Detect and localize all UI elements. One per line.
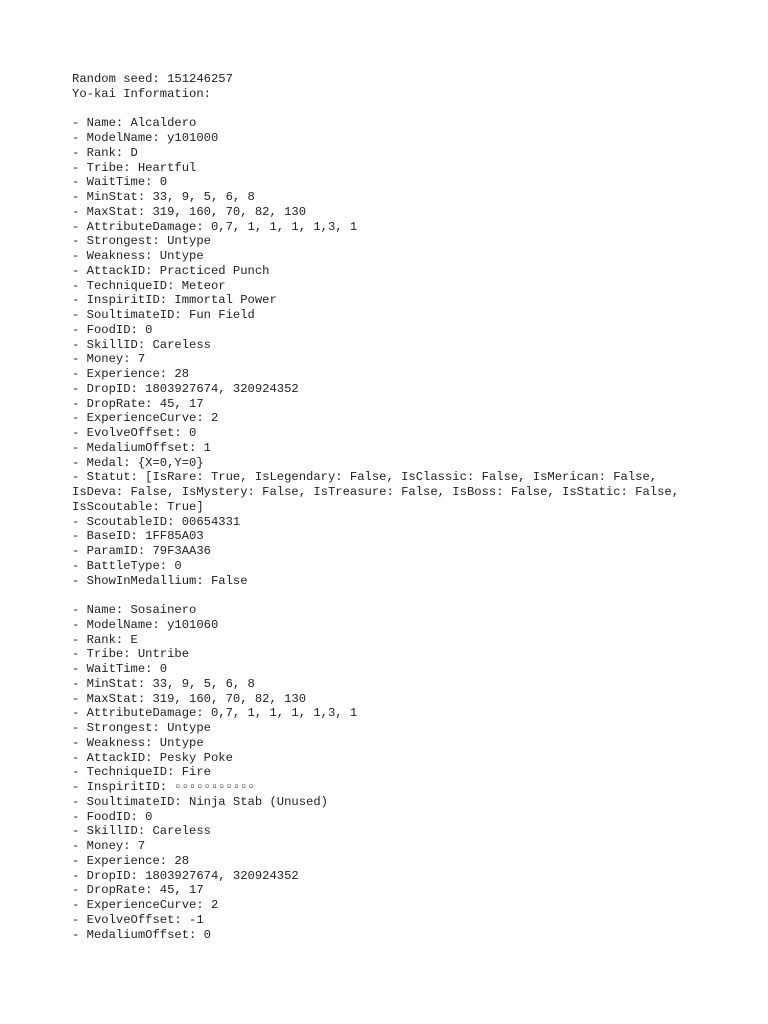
yokai-field-line: - Strongest: Untype: [72, 721, 211, 735]
yokai-field-line: - Money: 7: [72, 352, 146, 367]
yokai-field-line: - TechniqueID: Meteor: [72, 278, 226, 293]
yokai-field-line: - DropRate: 45, 17: [72, 883, 204, 898]
yokai-field-line: - MedaliumOffset: 0: [72, 927, 211, 942]
blank-line: [72, 102, 712, 117]
yokai-field-line: - EvolveOffset: -1: [72, 912, 204, 927]
yokai-entry: [72, 603, 712, 942]
yokai-field-line: - AttackID: Pesky Poke: [72, 750, 233, 765]
yokai-field-line: - ModelName: y101060: [72, 617, 219, 632]
yokai-field-line: - InspiritID: ▫▫▫▫▫▫▫▫▫▫▫: [72, 780, 255, 794]
yokai-field-line: - ShowInMedallium: False: [72, 573, 248, 588]
yokai-field-line: - Experience: 28: [72, 367, 190, 381]
document-page: [72, 72, 712, 942]
yokai-field-line: - DropRate: 45, 17: [72, 396, 204, 411]
yokai-field-line: - ExperienceCurve: 2: [72, 411, 219, 426]
yokai-entry: [72, 116, 712, 588]
yokai-field-line: - InspiritID: Immortal Power: [72, 293, 277, 308]
yokai-field-line: - AttackID: Practiced Punch: [72, 263, 270, 278]
yokai-field-line: - WaitTime: 0: [72, 662, 168, 676]
yokai-field-line: - TechniqueID: Fire: [72, 765, 211, 780]
yokai-field-line: - FoodID: 0: [72, 322, 153, 337]
yokai-field-line: - Rank: D: [72, 145, 138, 160]
yokai-field-line: - MinStat: 33, 9, 5, 6, 8: [72, 190, 255, 204]
blank-line: [72, 588, 712, 603]
yokai-info-heading: Yo-kai Information:: [72, 86, 211, 101]
yokai-field-line: - MedaliumOffset: 1: [72, 440, 211, 455]
yokai-field-line: - Tribe: Untribe: [72, 647, 190, 662]
yokai-field-line: - Strongest: Untype: [72, 234, 211, 249]
yokai-field-line: - BattleType: 0: [72, 558, 182, 573]
yokai-field-line: - Tribe: Heartful: [72, 160, 197, 175]
yokai-field-line: - DropID: 1803927674, 320924352: [72, 381, 299, 396]
yokai-list: [72, 116, 712, 942]
yokai-field-line: - AttributeDamage: 0,7, 1, 1, 1, 1,3, 1: [72, 219, 358, 234]
yokai-field-line: - Name: Alcaldero: [72, 116, 197, 131]
yokai-field-line: - ScoutableID: 00654331: [72, 514, 241, 529]
yokai-field-line: - DropID: 1803927674, 320924352: [72, 868, 299, 883]
yokai-field-line: - SoultimateID: Fun Field: [72, 308, 255, 322]
yokai-field-line: - MaxStat: 319, 160, 70, 82, 130: [72, 204, 307, 219]
yokai-field-line: - BaseID: 1FF85A03: [72, 529, 204, 544]
yokai-field-line: - SkillID: Careless: [72, 824, 211, 839]
yokai-field-line: - Money: 7: [72, 839, 146, 853]
yokai-field-line: - EvolveOffset: 0: [72, 426, 197, 440]
yokai-field-line: - AttributeDamage: 0,7, 1, 1, 1, 1,3, 1: [72, 706, 358, 721]
yokai-field-line: - Weakness: Untype: [72, 249, 204, 263]
random-seed-line: Random seed: 151246257: [72, 72, 233, 86]
yokai-field-line: - SoultimateID: Ninja Stab (Unused): [72, 794, 328, 809]
yokai-field-line: - MinStat: 33, 9, 5, 6, 8: [72, 676, 255, 691]
yokai-field-line: - WaitTime: 0: [72, 175, 168, 190]
yokai-field-line: - Name: Sosainero: [72, 603, 197, 617]
yokai-field-line: - Statut: [IsRare: True, IsLegendary: False, IsClassic: False, IsMerican: False, IsDeva: False, IsMystery: False, IsTreasure: False, IsBoss: False, IsStatic: False, IsScoutable: True]: [72, 470, 687, 514]
yokai-field-line: - FoodID: 0: [72, 809, 153, 824]
yokai-field-line: - Medal: {X=0,Y=0}: [72, 455, 204, 470]
yokai-field-line: - Experience: 28: [72, 853, 190, 868]
yokai-field-line: - ExperienceCurve: 2: [72, 898, 219, 912]
yokai-field-line: - MaxStat: 319, 160, 70, 82, 130: [72, 691, 307, 706]
yokai-field-line: - ModelName: y101000: [72, 131, 219, 145]
yokai-field-line: - Rank: E: [72, 632, 138, 647]
yokai-field-line: - SkillID: Careless: [72, 337, 211, 352]
yokai-field-line: - ParamID: 79F3AA36: [72, 544, 211, 558]
yokai-field-line: - Weakness: Untype: [72, 735, 204, 750]
